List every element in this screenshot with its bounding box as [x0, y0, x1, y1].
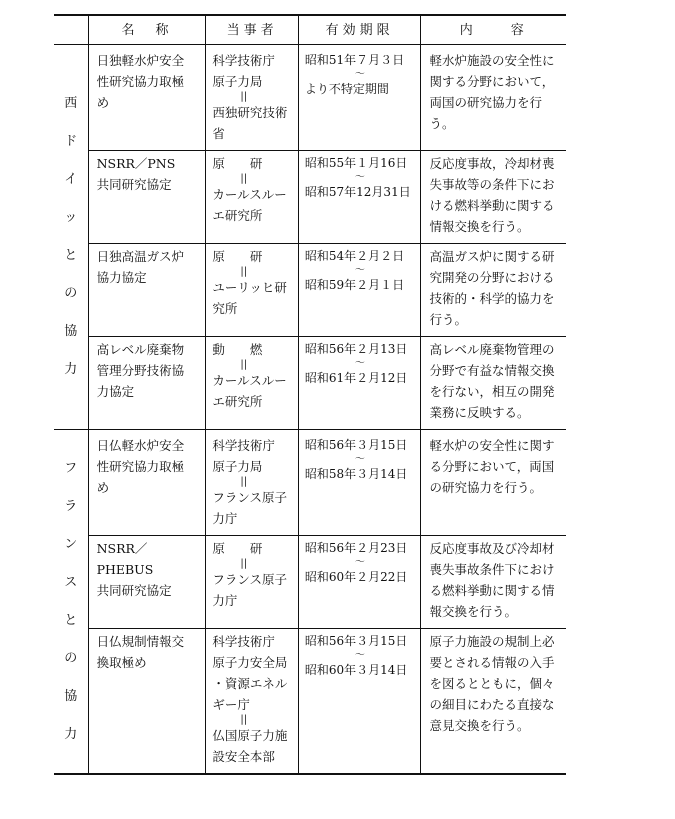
tilde-mark: 〜 — [354, 650, 365, 661]
content-line: 原子力施設の規制上必 — [429, 634, 555, 649]
region-char: 力 — [64, 726, 78, 742]
region-char: の — [64, 286, 78, 301]
equals-mark: || — [240, 91, 248, 102]
party-b-line: 設安全本部 — [212, 749, 275, 764]
party-b-line: 力庁 — [212, 511, 238, 526]
content-line: 報交換を行う。 — [429, 604, 517, 619]
header-content: 内 容 — [421, 15, 566, 45]
period-start: 昭和56年２月13日 — [304, 342, 408, 356]
region-char: ラ — [64, 498, 78, 514]
party-b-line: 究所 — [212, 301, 238, 316]
validity-period — [298, 244, 421, 337]
content-line: 情報交換を行う。 — [429, 219, 530, 234]
validity-period — [298, 151, 421, 244]
party-b-line: エ研究所 — [212, 208, 263, 223]
agreements-table — [54, 14, 566, 775]
header-period: 有効期限 — [298, 15, 421, 45]
agreement-name — [88, 536, 206, 629]
party-b-line: フランス原子 — [212, 490, 287, 505]
content-line: を行ない，相互の開発 — [429, 384, 555, 399]
tilde-mark: 〜 — [354, 454, 365, 465]
period-start: 昭和51年７月３日 — [304, 53, 405, 67]
party-a-line: 原 研 — [212, 249, 263, 264]
party-a-line: 原 研 — [212, 541, 263, 556]
region-char: 協 — [64, 688, 78, 704]
region-char: ン — [64, 536, 78, 552]
agreement-name — [88, 337, 206, 430]
equals-mark: || — [240, 714, 248, 725]
agreement-content — [421, 244, 566, 337]
period-start: 昭和55年１月16日 — [304, 156, 408, 170]
content-line: 行う。 — [429, 312, 467, 327]
content-line: 喪失事故条件下におけ — [429, 562, 555, 577]
party-a-line: 原子力安全局 — [212, 655, 288, 670]
period-end: 昭和60年３月14日 — [304, 663, 408, 677]
agreement-content — [421, 45, 566, 151]
party-a-line: 科学技術庁 — [212, 634, 275, 649]
parties — [206, 536, 299, 629]
agreement-name — [88, 629, 206, 775]
content-line: を図るとともに，個々 — [429, 676, 555, 691]
tilde-mark: 〜 — [354, 172, 365, 183]
period-start: 昭和56年３月15日 — [304, 634, 408, 648]
equals-mark: || — [240, 266, 248, 277]
period-end: 昭和61年２月12日 — [304, 371, 408, 385]
validity-period — [298, 45, 421, 151]
equals-mark: || — [240, 558, 248, 569]
region-char: 協 — [64, 324, 78, 339]
region-char: ド — [64, 134, 78, 149]
content-line: ける燃料挙動に関する — [429, 198, 555, 213]
agreement-name-line: 共同研究協定 — [96, 177, 172, 192]
parties — [206, 151, 299, 244]
content-line: 分野で有益な情報交換 — [429, 363, 555, 378]
party-b-line: 力庁 — [212, 593, 238, 608]
validity-period — [298, 536, 421, 629]
period-end: 昭和60年２月22日 — [304, 570, 408, 584]
period-end: 昭和59年２月１日 — [304, 278, 405, 292]
region-char: フ — [64, 460, 78, 476]
agreement-name-line: 日独軽水炉安全 — [96, 53, 185, 68]
party-b-line: 仏国原子力施 — [212, 728, 288, 743]
agreement-name — [88, 45, 206, 151]
agreement-content — [421, 151, 566, 244]
validity-period — [298, 430, 421, 536]
table-row — [54, 629, 566, 775]
agreement-name — [88, 430, 206, 536]
content-line: 失事故等の条件下にお — [429, 177, 555, 192]
agreement-name-line: め — [96, 95, 110, 110]
period-start: 昭和56年２月23日 — [304, 541, 408, 555]
period-start: 昭和56年３月15日 — [304, 438, 408, 452]
region-label-text — [54, 450, 88, 754]
content-line: 高温ガス炉に関する研 — [429, 249, 555, 264]
agreement-name-line: NSRR／PNS — [96, 156, 176, 171]
table-row — [54, 536, 566, 629]
region-label-text — [54, 85, 88, 389]
tilde-mark: 〜 — [354, 358, 365, 369]
tilde-mark: 〜 — [354, 557, 365, 568]
region-char: イ — [64, 172, 78, 187]
period-end: 昭和57年12月31日 — [304, 185, 411, 199]
period-end: 昭和58年３月14日 — [304, 467, 408, 481]
content-line: 両国の研究協力を行 — [429, 95, 542, 110]
party-b-line: フランス原子 — [212, 572, 287, 587]
content-line: の細目にわたる直接な — [429, 697, 555, 712]
equals-mark: || — [240, 359, 248, 370]
agreement-name-line: 換取極め — [96, 655, 147, 670]
content-line: 業務に反映する。 — [429, 405, 530, 420]
equals-mark: || — [240, 476, 248, 487]
validity-period — [298, 337, 421, 430]
agreement-name-line: 協力協定 — [96, 270, 147, 285]
period-end: より不特定期間 — [304, 82, 389, 96]
header-row — [54, 15, 566, 45]
region-label — [54, 430, 88, 775]
header-party: 当事者 — [206, 15, 299, 45]
tilde-mark: 〜 — [354, 69, 365, 80]
region-char: と — [64, 248, 78, 263]
agreement-name-line: NSRR／ — [96, 541, 148, 556]
agreement-name — [88, 151, 206, 244]
content-line: 要とされる情報の入手 — [429, 655, 555, 670]
region-char: と — [64, 612, 78, 628]
party-a-line: 原子力局 — [212, 459, 263, 474]
agreement-name-line: 日仏規制情報交 — [96, 634, 185, 649]
agreement-name-line: 力協定 — [96, 384, 135, 399]
parties — [206, 430, 299, 536]
party-b-line: ユーリッヒ研 — [212, 280, 287, 295]
party-b-line: エ研究所 — [212, 394, 263, 409]
party-b-line: カールスルー — [212, 373, 287, 388]
content-line: 高レベル廃棄物管理の — [429, 342, 555, 357]
content-line: 反応度事故，冷却材喪 — [429, 156, 555, 171]
agreement-name-line: め — [96, 480, 110, 495]
region-char: ッ — [64, 210, 78, 225]
party-a-line: ギー庁 — [212, 697, 250, 712]
agreement-content — [421, 536, 566, 629]
content-line: 軽水炉の安全性に関す — [429, 438, 555, 453]
header-name: 名 称 — [88, 15, 206, 45]
content-line: 軽水炉施設の安全性に — [429, 53, 555, 68]
party-a-line: 原子力局 — [212, 74, 263, 89]
tilde-mark: 〜 — [354, 265, 365, 276]
party-a-line: 科学技術庁 — [212, 438, 275, 453]
agreement-name-line: 性研究協力取極 — [96, 459, 185, 474]
parties — [206, 629, 299, 775]
content-line: 反応度事故及び冷却材 — [429, 541, 555, 556]
agreement-content — [421, 337, 566, 430]
region-char: 西 — [64, 96, 78, 111]
table-row — [54, 430, 566, 536]
agreement-name-line: 性研究協力取極 — [96, 74, 185, 89]
parties — [206, 244, 299, 337]
party-a-line: 動 燃 — [212, 342, 263, 357]
content-line: る分野において，両国 — [429, 459, 555, 474]
content-line: 意見交換を行う。 — [429, 718, 530, 733]
agreement-name-line: 管理分野技術協 — [96, 363, 185, 378]
agreement-content — [421, 629, 566, 775]
region-char: ス — [64, 574, 78, 590]
header-region — [54, 15, 88, 45]
table-row — [54, 151, 566, 244]
agreement-content — [421, 430, 566, 536]
region-char: の — [64, 650, 78, 666]
content-line: 究開発の分野における — [429, 270, 555, 285]
content-line: の研究協力を行う。 — [429, 480, 542, 495]
agreement-name-line: 共同研究協定 — [96, 583, 172, 598]
party-b-line: 省 — [212, 126, 225, 141]
region-label — [54, 45, 88, 430]
party-b-line: 西独研究技術 — [212, 105, 288, 120]
validity-period — [298, 629, 421, 775]
content-line: う。 — [429, 116, 455, 131]
content-line: 技術的・科学的協力を — [429, 291, 555, 306]
party-a-line: ・資源エネル — [212, 676, 288, 691]
content-line: る燃料挙動に関する情 — [429, 583, 555, 598]
agreement-name-line: 日仏軽水炉安全 — [96, 438, 185, 453]
agreement-name-line: PHEBUS — [96, 562, 154, 577]
table-row — [54, 337, 566, 430]
parties — [206, 337, 299, 430]
period-start: 昭和54年２月２日 — [304, 249, 405, 263]
content-line: 関する分野において， — [429, 74, 555, 89]
party-a-line: 科学技術庁 — [212, 53, 275, 68]
table-row — [54, 244, 566, 337]
agreement-name-line: 日独高温ガス炉 — [96, 249, 185, 264]
parties — [206, 45, 299, 151]
region-char: 力 — [64, 362, 78, 377]
agreement-name — [88, 244, 206, 337]
agreement-name-line: 高レベル廃棄物 — [96, 342, 185, 357]
table-body — [54, 45, 566, 775]
party-b-line: カールスルー — [212, 187, 287, 202]
table-row — [54, 45, 566, 151]
party-a-line: 原 研 — [212, 156, 263, 171]
equals-mark: || — [240, 173, 248, 184]
